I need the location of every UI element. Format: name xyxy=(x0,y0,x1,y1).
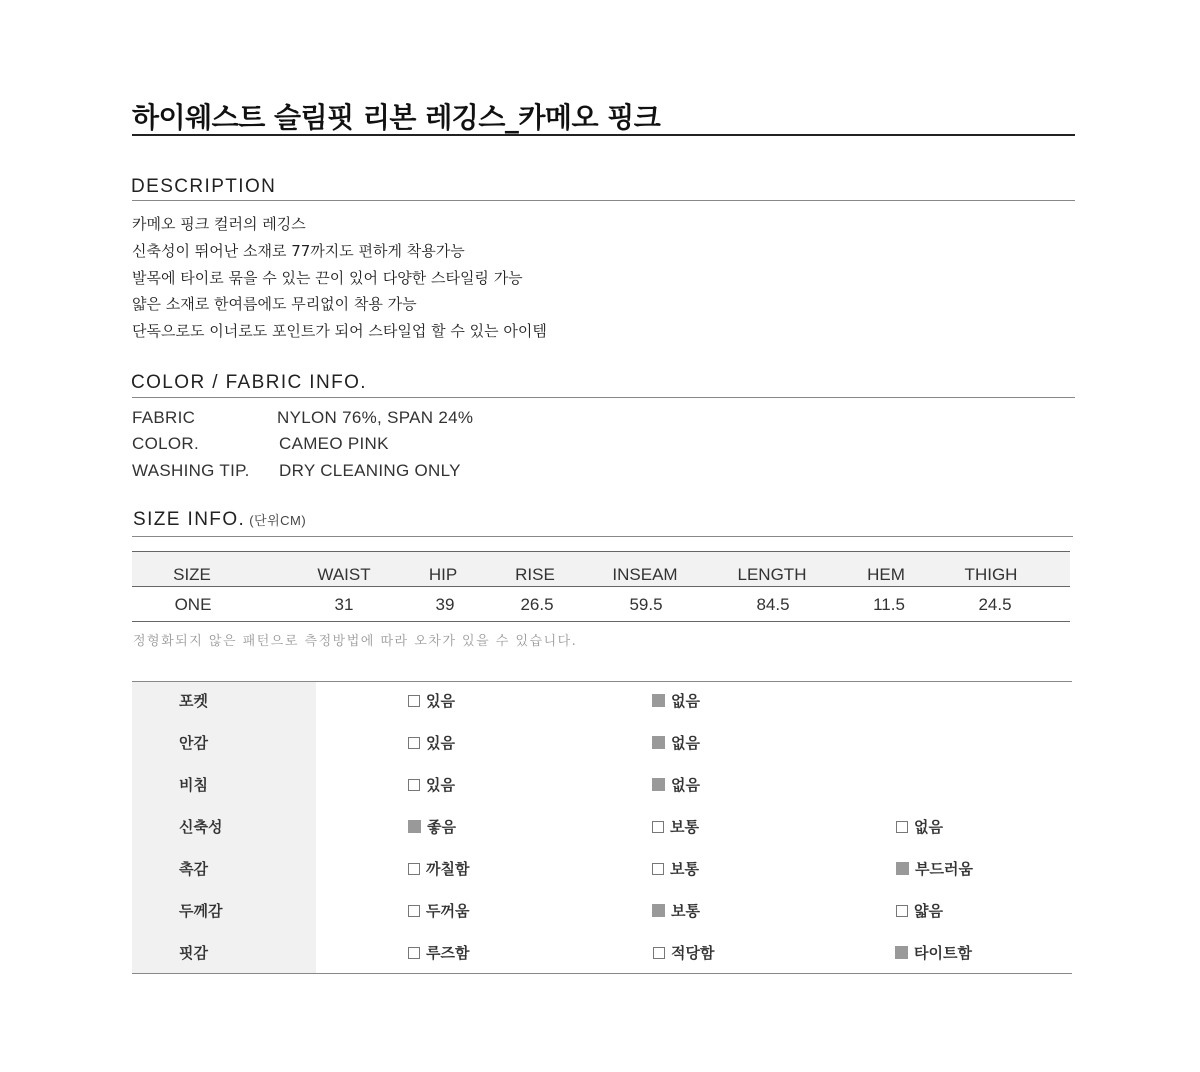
description-line: 단독으로도 이너로도 포인트가 되어 스타일업 할 수 있는 아이템 xyxy=(132,322,547,340)
description-divider xyxy=(132,200,1075,201)
option-thickness-normal[interactable] xyxy=(652,900,700,921)
option-touch-normal[interactable] xyxy=(652,858,699,879)
checkbox-icon[interactable] xyxy=(652,863,664,875)
attribute-row-sheerness xyxy=(132,766,1072,808)
checkbox-icon[interactable] xyxy=(896,905,908,917)
checkbox-icon[interactable] xyxy=(408,695,420,707)
washing-tip-label: WASHING TIP. xyxy=(132,461,250,480)
checkbox-icon[interactable] xyxy=(408,863,420,875)
attribute-row-lining xyxy=(132,724,1072,766)
attribute-name: 두께감 xyxy=(179,902,223,920)
option-touch-rough[interactable] xyxy=(408,858,469,879)
description-line: 카메오 핑크 컬러의 레깅스 xyxy=(132,215,306,233)
option-lining-yes[interactable] xyxy=(408,732,455,753)
option-label: 타이트함 xyxy=(914,944,972,962)
option-pocket-yes[interactable] xyxy=(408,690,455,711)
option-label: 보통 xyxy=(671,902,700,920)
attribute-row-fit xyxy=(132,934,1072,976)
checkbox-icon[interactable] xyxy=(408,779,420,791)
option-label: 까칠함 xyxy=(426,860,470,878)
fabric-info-divider xyxy=(132,397,1075,398)
fabric-info-heading: COLOR / FABRIC INFO. xyxy=(131,372,367,393)
option-thickness-thick[interactable] xyxy=(408,900,469,921)
checkbox-checked-icon[interactable] xyxy=(652,694,665,707)
option-label: 있음 xyxy=(426,734,455,752)
checkbox-icon[interactable] xyxy=(652,821,664,833)
option-fit-loose[interactable] xyxy=(408,942,469,963)
description-line: 신축성이 뛰어난 소재로 77까지도 편하게 착용가능 xyxy=(132,242,465,260)
attribute-name: 신축성 xyxy=(179,818,223,836)
option-sheerness-yes[interactable] xyxy=(408,774,455,795)
option-fit-regular[interactable] xyxy=(653,942,714,963)
option-stretch-none[interactable] xyxy=(896,816,943,837)
checkbox-checked-icon[interactable] xyxy=(408,820,421,833)
option-label: 두꺼움 xyxy=(426,902,470,920)
size-table-row xyxy=(132,587,1070,621)
attribute-name: 핏감 xyxy=(179,944,208,962)
option-label: 없음 xyxy=(914,818,943,836)
size-cell: 39 xyxy=(435,595,455,614)
checkbox-checked-icon[interactable] xyxy=(895,946,908,959)
size-col-header: RISE xyxy=(515,565,555,584)
size-table-bottom-line xyxy=(132,621,1070,622)
size-cell: 11.5 xyxy=(873,595,905,614)
size-col-header: SIZE xyxy=(173,565,211,584)
size-cell: 24.5 xyxy=(978,595,1012,614)
size-info-heading xyxy=(133,509,306,531)
attribute-name: 촉감 xyxy=(179,860,208,878)
attribute-row-thickness xyxy=(132,892,1072,934)
size-cell: 59.5 xyxy=(629,595,663,614)
size-col-header: INSEAM xyxy=(612,565,678,584)
checkbox-icon[interactable] xyxy=(408,947,420,959)
attribute-row-touch xyxy=(132,850,1072,892)
checkbox-icon[interactable] xyxy=(896,821,908,833)
option-label: 얇음 xyxy=(914,902,943,920)
size-table xyxy=(132,551,1070,622)
checkbox-checked-icon[interactable] xyxy=(652,904,665,917)
size-info-title: SIZE INFO. xyxy=(133,509,246,530)
attribute-name: 비침 xyxy=(179,776,208,794)
option-label: 없음 xyxy=(671,776,700,794)
checkbox-icon[interactable] xyxy=(408,905,420,917)
size-cell: 84.5 xyxy=(756,595,790,614)
option-label: 적당함 xyxy=(671,944,715,962)
size-cell: ONE xyxy=(174,595,212,614)
size-cell: 31 xyxy=(334,595,354,614)
option-label: 좋음 xyxy=(427,818,456,836)
attribute-row-stretch xyxy=(132,808,1072,850)
option-label: 있음 xyxy=(426,692,455,710)
option-label: 없음 xyxy=(671,692,700,710)
option-label: 루즈함 xyxy=(426,944,470,962)
size-col-header: WAIST xyxy=(317,565,371,584)
attribute-name: 포켓 xyxy=(179,692,208,710)
description-heading: DESCRIPTION xyxy=(131,176,277,197)
size-col-header: HEM xyxy=(867,565,905,584)
option-lining-no[interactable] xyxy=(652,732,700,753)
size-col-header: LENGTH xyxy=(737,565,807,584)
checkbox-icon[interactable] xyxy=(408,737,420,749)
option-label: 있음 xyxy=(426,776,455,794)
option-label: 없음 xyxy=(671,734,700,752)
checkbox-icon[interactable] xyxy=(653,947,665,959)
size-cell: 26.5 xyxy=(520,595,554,614)
description-line: 얇은 소재로 한여름에도 무리없이 착용 가능 xyxy=(132,295,417,313)
size-col-header: HIP xyxy=(428,565,458,584)
attribute-row-pocket xyxy=(132,682,1072,724)
option-touch-soft[interactable] xyxy=(896,858,973,879)
attribute-name: 안감 xyxy=(179,734,208,752)
option-fit-tight[interactable] xyxy=(895,942,972,963)
fabric-label: FABRIC xyxy=(132,408,196,427)
description-line: 발목에 타이로 묶을 수 있는 끈이 있어 다양한 스타일링 가능 xyxy=(132,269,523,287)
color-label: COLOR. xyxy=(132,434,199,453)
size-table-header xyxy=(132,552,1070,586)
option-label: 보통 xyxy=(670,860,699,878)
checkbox-checked-icon[interactable] xyxy=(652,778,665,791)
checkbox-checked-icon[interactable] xyxy=(896,862,909,875)
size-col-header: THIGH xyxy=(964,565,1018,584)
color-value: CAMEO PINK xyxy=(279,434,389,453)
washing-tip-value: DRY CLEANING ONLY xyxy=(279,461,461,480)
checkbox-checked-icon[interactable] xyxy=(652,736,665,749)
option-label: 부드러움 xyxy=(915,860,973,878)
fabric-value: NYLON 76%, SPAN 24% xyxy=(277,408,474,427)
page-title: 하이웨스트 슬림핏 리본 레깅스_카메오 핑크 xyxy=(132,101,661,134)
option-label: 보통 xyxy=(670,818,699,836)
title-divider xyxy=(132,134,1075,136)
option-sheerness-no[interactable] xyxy=(652,774,700,795)
option-stretch-normal[interactable] xyxy=(652,816,699,837)
size-unit: (단위CM) xyxy=(249,513,307,528)
size-info-divider xyxy=(132,536,1073,537)
option-stretch-good[interactable] xyxy=(408,816,456,837)
option-pocket-no[interactable] xyxy=(652,690,700,711)
size-note: 정형화되지 않은 패턴으로 측정방법에 따라 오차가 있을 수 있습니다. xyxy=(133,634,578,649)
option-thickness-thin[interactable] xyxy=(896,900,943,921)
